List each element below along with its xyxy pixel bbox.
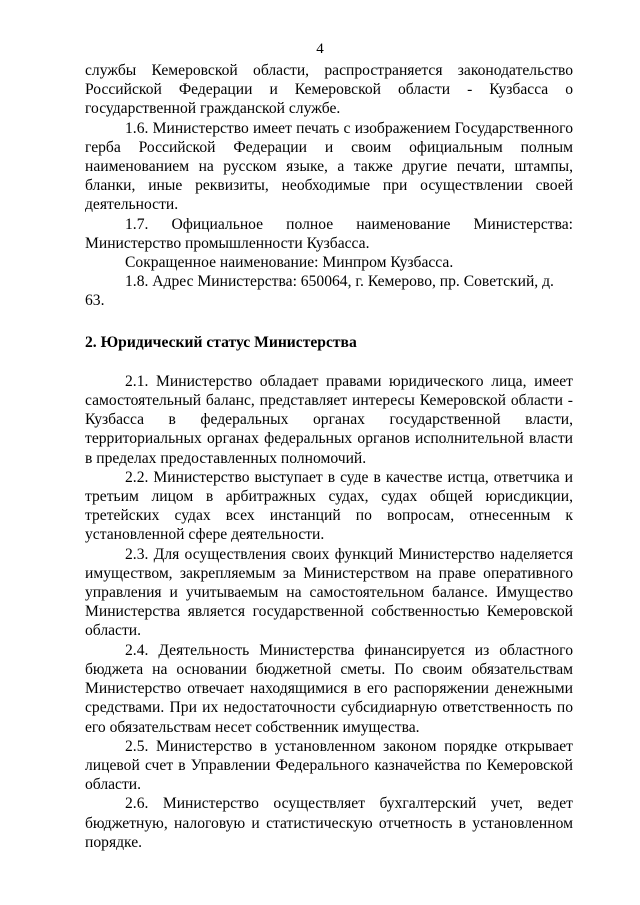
- document-body: [85, 61, 573, 852]
- paragraph-1-6: 1.6. Министерство имеет печать с изображением Государственного герба Российской Федерации и своим официальным полным наименованием на русском языке, а также другие печати, штампы, бланки, иные реквизиты, необходимые при осуществлении своей деятельности.: [85, 119, 573, 214]
- paragraph-2-5: 2.5. Министерство в установленном законом порядке открывает лицевой счет в Управлении Федерального казначейства по Кемеровской области.: [85, 737, 573, 794]
- spacer: [85, 352, 573, 372]
- paragraph-2-1: 2.1. Министерство обладает правами юридического лица, имеет самостоятельный баланс, представляет интересы Кемеровской области - Кузбасса в федеральных органах государственной власти, территориальных органах федеральных органов исполнительной власти в пределах предоставленных полномочий.: [85, 372, 573, 467]
- paragraph-1-7: 1.7. Официальное полное наименование Министерства: Министерство промышленности Кузбасса.: [85, 215, 573, 252]
- paragraph-1-8: 1.8. Адрес Министерства: 650064, г. Кемерово, пр. Советский, д. 63.: [85, 273, 554, 310]
- section-heading: 2. Юридический статус Министерства: [85, 333, 357, 351]
- page-number: 4: [316, 41, 324, 57]
- paragraph-2-3: 2.3. Для осуществления своих функций Министерство наделяется имуществом, закрепляемым за Министерством на праве оперативного управления и учитываемым на самостоятельном балансе. Имущество Министерства является государственной собственностью Кемеровской области.: [85, 545, 573, 640]
- paragraph-2-2: 2.2. Министерство выступает в суде в качестве истца, ответчика и третьим лицом в арбитражных судах, судах общей юрисдикции, третейских судах всех инстанций по вопросам, отнесенным к установленной сфере деятельности.: [85, 468, 573, 544]
- paragraph-2-4: 2.4. Деятельность Министерства финансируется из областного бюджета на основании бюджетной сметы. По своим обязательствам Министерство отвечает находящимися в его распоряжении денежными средствами. При их недостаточности субсидиарную ответственность по его обязательствам несет собственник имущества.: [85, 641, 573, 736]
- spacer: [85, 311, 573, 333]
- paragraph-continuation: службы Кемеровской области, распространяется законодательство Российской Федерации и Кемеровской области - Кузбасса о государственной гражданской службе.: [85, 62, 573, 118]
- paragraph-2-6: 2.6. Министерство осуществляет бухгалтерский учет, ведет бюджетную, налоговую и статистическую отчетность в установленном порядке.: [85, 795, 573, 851]
- paragraph-short-name: Сокращенное наименование: Минпром Кузбасса.: [125, 254, 454, 272]
